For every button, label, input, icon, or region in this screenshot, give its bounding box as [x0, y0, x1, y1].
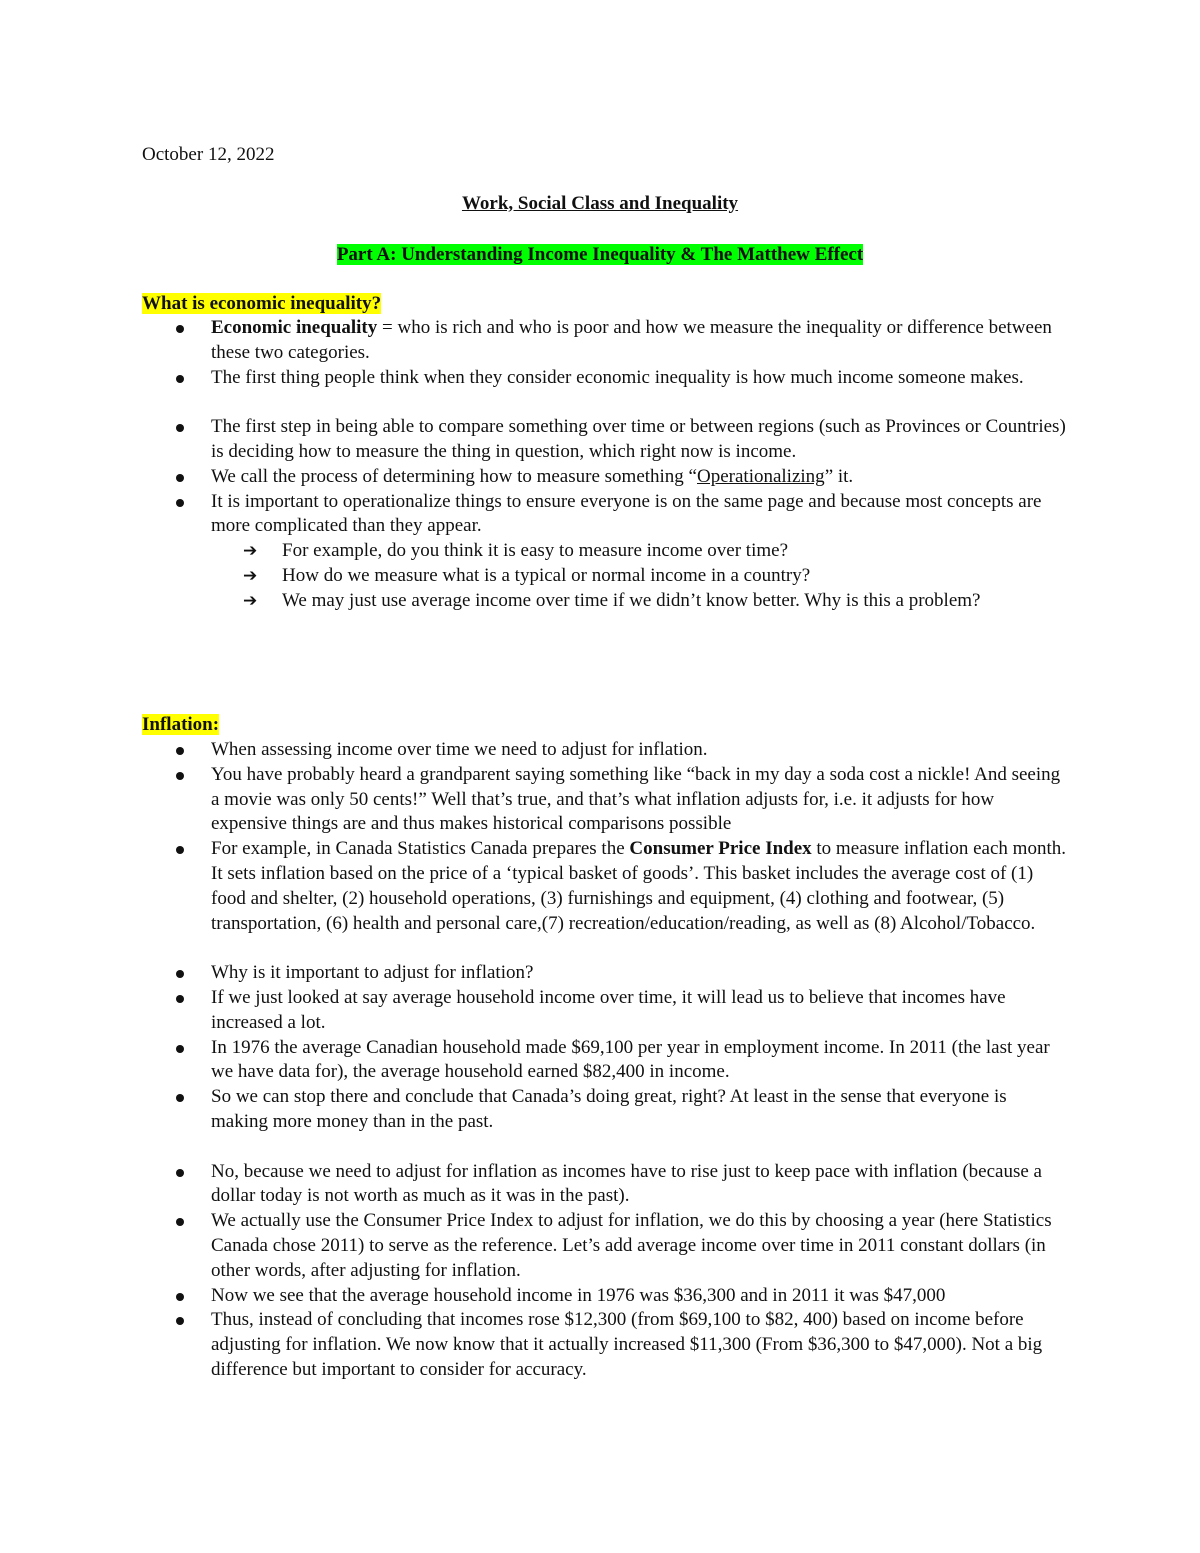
- term-consumer-price-index: Consumer Price Index: [629, 838, 812, 860]
- inflation-list: [0, 738, 1200, 1383]
- bullet-icon: [176, 1169, 184, 1177]
- list-item: [0, 837, 1200, 936]
- list-item-text: We call the process of determining how to measure something “: [211, 465, 697, 487]
- list-item: [0, 316, 1200, 366]
- bullet-icon: [176, 1317, 184, 1325]
- list-item: [0, 1085, 1200, 1135]
- list-item-text: No, because we need to adjust for inflation as incomes have to rise just to keep pace with inflation (because a dollar today is not worth as much as it was in the past).: [211, 1160, 1042, 1207]
- bullet-icon: [176, 499, 184, 507]
- sub-list-item: [0, 589, 1200, 614]
- list-item-text: When assessing income over time we need to adjust for inflation.: [211, 739, 708, 760]
- bullet-icon: [176, 1094, 184, 1102]
- arrow-right-icon: ➔: [243, 565, 258, 586]
- document-date: October 12, 2022: [142, 144, 275, 165]
- list-item-text: Why is it important to adjust for inflation?: [211, 962, 534, 984]
- list-item: [0, 366, 1200, 391]
- list-item: [0, 490, 1200, 540]
- bullet-icon: [176, 747, 184, 755]
- list-item: [0, 465, 1200, 490]
- arrow-right-icon: ➔: [243, 590, 258, 611]
- bullet-icon: [176, 846, 184, 854]
- list-item: [0, 763, 1200, 837]
- sub-list-item: [0, 564, 1200, 589]
- list-item-text: In 1976 the average Canadian household made $69,100 per year in employment income. In 2011 (the last year we have data for), the average household earned $82,400 in income.: [211, 1036, 1050, 1083]
- economic-inequality-list: [0, 316, 1200, 614]
- list-item: [0, 738, 1200, 763]
- list-item-text: ” it.: [824, 465, 854, 487]
- list-item: [0, 1209, 1200, 1283]
- bullet-icon: [176, 1218, 184, 1226]
- list-item-text: It is important to operationalize things to ensure everyone is on the same page and because most concepts are more complicated than they appear.: [211, 490, 1042, 537]
- list-item-text: We actually use the Consumer Price Index to adjust for inflation, we do this by choosing a year (here Statistics Canada chose 2011) to serve as the reference. Let’s add average income over time in 2011 constant dollars (in other words, after adjusting for inflation.: [211, 1210, 1052, 1281]
- bullet-icon: [176, 325, 184, 333]
- list-item-text: The first step in being able to compare something over time or between regions (such as Provinces or Countries) is deciding how to measure the thing in question, which right now is income.: [211, 416, 1066, 462]
- sub-list-item-text: We may just use average income over time if we didn’t know better. Why is this a problem?: [282, 589, 981, 611]
- list-item-text: For example, in Canada Statistics Canada prepares the: [211, 838, 630, 860]
- bullet-icon: [176, 424, 184, 432]
- arrow-right-icon: ➔: [243, 541, 258, 562]
- list-item: [0, 986, 1200, 1036]
- section-heading-text: Inflation:: [142, 714, 220, 735]
- part-a-title: [0, 243, 1200, 268]
- section-heading-text: What is economic inequality?: [142, 293, 382, 314]
- list-item: [0, 1036, 1200, 1086]
- list-item-text: The first thing people think when they consider economic inequality is how much income someone makes.: [211, 366, 1024, 388]
- bullet-icon: [176, 772, 184, 780]
- section-heading-economic-inequality: [142, 292, 381, 317]
- sub-list-item: [0, 539, 1200, 564]
- spacer: [0, 390, 1200, 415]
- list-item-text: Now we see that the average household income in 1976 was $36,300 and in 2011 it was $47,000: [211, 1284, 946, 1306]
- part-a-title-text: Part A: Understanding Income Inequality & The Matthew Effect: [336, 244, 864, 265]
- list-item: [0, 415, 1200, 465]
- section-heading-inflation: [142, 713, 219, 738]
- spacer: [0, 936, 1200, 961]
- list-item-text: to measure inflation each month. It sets inflation based on the price of a ‘typical basket of goods’. This basket includes the average cost of (1) food and shelter, (2) household operations, (3) furnishings and equipment, (4) clothing and footwear, (5) transportation, (6) health and personal care,(7) recreation/education/reading, as well as (8) Alcohol/Tobacco.: [211, 838, 1066, 934]
- list-item: [0, 1308, 1200, 1382]
- bullet-icon: [176, 1293, 184, 1301]
- bullet-icon: [176, 474, 184, 482]
- sub-list-item-text: How do we measure what is a typical or normal income in a country?: [282, 564, 811, 586]
- list-item-text: So we can stop there and conclude that Canada’s doing great, right? At least in the sense that everyone is making more money than in the past.: [211, 1086, 1007, 1132]
- term-economic-inequality: Economic inequality: [211, 317, 378, 338]
- bullet-icon: [176, 1045, 184, 1053]
- list-item: [0, 1160, 1200, 1210]
- sub-list-item-text: For example, do you think it is easy to measure income over time?: [282, 540, 789, 562]
- list-item: [0, 961, 1200, 986]
- list-item-text: = who is rich and who is poor and how we measure the inequality or difference between these two categories.: [211, 317, 1052, 363]
- bullet-icon: [176, 970, 184, 978]
- list-item-text: Thus, instead of concluding that incomes rose $12,300 (from $69,100 to $82, 400) based on income before adjusting for inflation. We now know that it actually increased $11,300 (From $36,300 to $47,000). Not a big difference but important to consider for accuracy.: [211, 1309, 1043, 1380]
- term-operationalizing: Operationalizing: [697, 465, 825, 487]
- list-item-text: You have probably heard a grandparent saying something like “back in my day a soda cost a nickle! And seeing a movie was only 50 cents!” Well that’s true, and that’s what inflation adjusts for, i.e. it adjusts for how expensive things are and thus makes historical comparisons possible: [211, 763, 1061, 835]
- bullet-icon: [176, 375, 184, 383]
- list-item-text: If we just looked at say average household income over time, it will lead us to believe that incomes have increased a lot.: [211, 986, 1006, 1033]
- spacer: [0, 1135, 1200, 1160]
- bullet-icon: [176, 995, 184, 1003]
- document-title: Work, Social Class and Inequality: [461, 193, 739, 214]
- list-item: [0, 1284, 1200, 1309]
